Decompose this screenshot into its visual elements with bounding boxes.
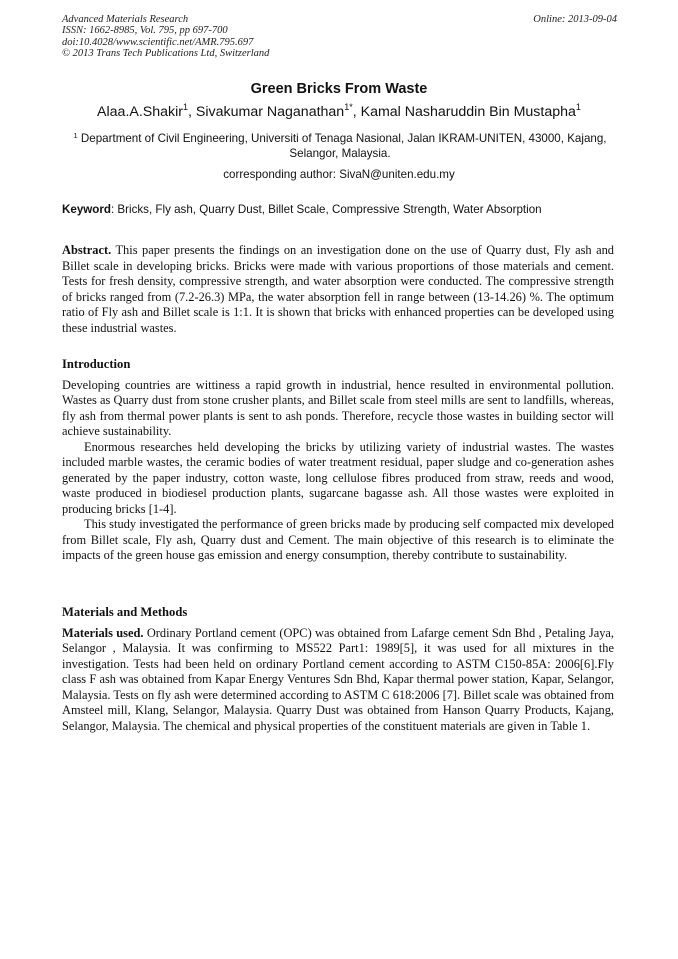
- materials-used-label: Materials used.: [62, 625, 144, 640]
- methods-section: [62, 605, 614, 734]
- corresponding-author: corresponding author: SivaN@uniten.edu.my: [223, 168, 455, 181]
- affiliation-mark: 1: [73, 131, 78, 140]
- materials-used-text: Ordinary Portland cement (OPC) was obtained from Lafarge cement Sdn Bhd , Petaling Jaya, Selangor , Malaysia. It was confirming to MS522 Part1: 1989[5], it was used for all mixtures in the investigation. Tests had been held on ordinary Portland cement according to ASTM C150-85A: 2006[6].Fly class F ash was obtained from Kapar Energy Ventures Sdn Bhd, Kapar thermal power station, Kapar, Selangor, Malaysia. Tests on fly ash were determined according to ASTM C 618:2006 [7]. Billet scale was obtained from Amsteel mill, Klang, Selangor, Malaysia. Quarry Dust was obtained from Hanson Quarry Products, Kajang, Selangor, Malaysia. The chemical and physical properties of the constituent materials are given in Table 1.: [62, 625, 614, 733]
- introduction-heading: Introduction: [62, 357, 131, 371]
- keywords-label: Keyword: [62, 203, 111, 216]
- online-date: Online: 2013-09-04: [533, 14, 617, 25]
- methods-paragraph: [62, 626, 614, 735]
- keywords-text: : Bricks, Fly ash, Quarry Dust, Billet Scale, Compressive Strength, Water Absorption: [110, 203, 542, 216]
- methods-heading: Materials and Methods: [62, 605, 188, 619]
- abstract-label: Abstract.: [62, 243, 112, 257]
- journal-name: Advanced Materials Research: [62, 14, 189, 25]
- affiliation-text: Department of Civil Engineering, Universiti of Tenaga Nasional, Jalan IKRAM-UNITEN, 43000, Kajang, Selangor, Malaysia.: [80, 132, 607, 160]
- paragraph: Developing countries are wittiness a rapid growth in industrial, hence resulted in environmental pollution. Wastes as Quarry dust from stone crusher plants, and Billet scale from steel mills are sent to landfills, whereas, fly ash from thermal power plants is sent to ash ponds. Therefore, recycle those wastes in building sector will achieve sustainability.: [62, 377, 614, 438]
- issn-line: ISSN: 1662-8985, Vol. 795, pp 697-700: [62, 25, 228, 37]
- author-list: [0, 104, 678, 120]
- doi-line: doi:10.4028/www.scientific.net/AMR.795.697: [62, 36, 254, 48]
- author-name: Alaa.A.Shakir: [97, 104, 184, 120]
- author-separator: ,: [188, 104, 196, 120]
- author-name: Kamal Nasharuddin Bin Mustapha: [360, 104, 576, 120]
- paper-title: Green Bricks From Waste: [250, 81, 428, 97]
- paragraph: This study investigated the performance of green bricks made by producing self compacted mix developed from Billet scale, Fly ash, Quarry dust and Cement. The main objective of this research is to eliminate the impacts of the green house gas emission and energy consumption, thereby contribute to sustainability.: [62, 517, 614, 562]
- author-name: Sivakumar Naganathan: [195, 104, 345, 120]
- author-affiliation-mark: 1: [575, 102, 581, 112]
- keywords: [62, 203, 622, 216]
- author-separator: ,: [352, 104, 361, 120]
- abstract-section: [62, 243, 614, 336]
- author-affiliation-mark: 1*: [344, 102, 353, 112]
- paragraph: Enormous researches held developing the bricks by utilizing variety of industrial wastes. The wastes included marble wastes, the ceramic bodies of water treatment residual, paper sludge and co-generation ashes generated by the paper industry, cotton waste, long cellulose fibres produced from straw, reeds and wood, waste produced in biodiesel production plants, sugarcane bagasse ash. All those wastes were exploited in producing bricks [1-4].: [62, 439, 614, 516]
- abstract-text: This paper presents the findings on an investigation done on the use of Quarry dust, Fly ash and Billet scale in developing bricks. Bricks were made with various proportions of those materials and cement. Tests for fresh density, compressive strength, and water absorption were conducted. The compressive strength of bricks ranged from (7.2-26.3) MPa, the water absorption fell in range between (13-14.26) %. The optimum ratio of Fly ash and Billet scale is 1:1. It is shown that bricks with enhanced properties can be developed using these industrial wastes.: [62, 243, 614, 335]
- abstract-paragraph: [62, 243, 614, 336]
- affiliation: [70, 132, 610, 161]
- author-affiliation-mark: 1: [183, 102, 189, 112]
- journal-header: [62, 14, 617, 60]
- copyright-line: © 2013 Trans Tech Publications Ltd, Switzerland: [62, 48, 270, 60]
- introduction-section: [62, 357, 614, 564]
